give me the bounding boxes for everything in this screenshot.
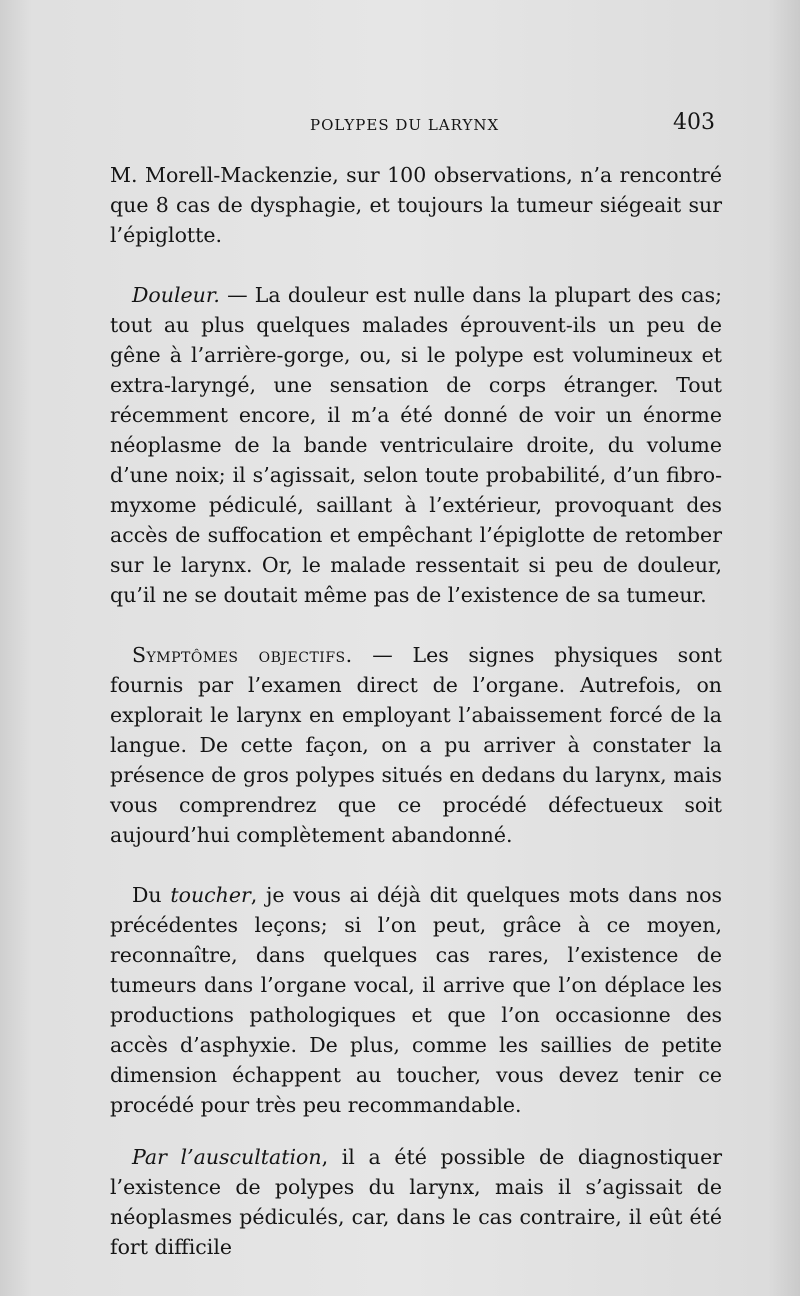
paragraph-prefix: Du	[132, 883, 171, 907]
emphasis-auscultation: Par l’auscultation	[132, 1145, 322, 1169]
paragraph-text: M. Morell-Mackenzie, sur 100 observations, n’a rencontré que 8 cas de dysphagie, et toujours la tumeur siégeait sur l’épiglotte.	[110, 163, 722, 247]
emphasis-toucher: toucher	[170, 883, 251, 907]
paragraph-auscultation	[110, 1142, 722, 1262]
paragraph-text: — Les signes physiques sont fournis par l’examen direct de l’organe. Autrefois, on explorait le larynx en employant l’abaissement forcé de la langue. De cette façon, on a pu arriver à constater la présence de gros polypes situés en dedans du larynx, mais vous comprendrez que ce procédé défectueux soit aujourd’hui complètement abandonné.	[110, 643, 722, 847]
running-head: POLYPES DU LARYNX	[310, 116, 500, 134]
paragraph-text: , je vous ai déjà dit quelques mots dans nos précédentes leçons; si l’on peut, grâce à ce moyen, reconnaître, dans quelques cas rares, l’existence de tumeurs dans l’organe vocal, il arrive que l’on déplace les productions pathologiques et que l’on occasionne des accès d’asphyxie. De plus, comme les saillies de petite dimension échappent au toucher, vous devez tenir ce procédé pour très peu recommandable.	[110, 883, 722, 1117]
paragraph-dysphagie	[110, 160, 722, 250]
section-lead-douleur: Douleur.	[132, 283, 220, 307]
page-header	[110, 110, 715, 140]
paragraph-text: — La douleur est nulle dans la plupart des cas; tout au plus quelques malades éprouvent-ils un peu de gêne à l’arrière-gorge, ou, si le polype est volumineux et extra-laryngé, une sensation de corps étranger. Tout récemment encore, il m’a été donné de voir un énorme néoplasme de la bande ventriculaire droite, du volume d’une noix; il s’agissait, selon toute probabilité, d’un fibro-myxome pédiculé, saillant à l’extérieur, provoquant des accès de suffocation et empêchant l’épiglotte de retomber sur le larynx. Or, le malade ressentait si peu de douleur, qu’il ne se doutait même pas de l’existence de sa tumeur.	[110, 283, 722, 607]
paragraph-douleur	[110, 280, 722, 610]
page-number: 403	[673, 110, 715, 135]
paragraph-toucher	[110, 880, 722, 1120]
section-lead-symptomes: Symptômes objectifs.	[132, 643, 353, 667]
paragraph-text: , il a été possible de diagnostiquer l’existence de polypes du larynx, mais il s’agissait de néoplasmes pédiculés, car, dans le cas contraire, il eût été fort difficile	[110, 1145, 722, 1259]
paragraph-symptomes-objectifs	[110, 640, 722, 850]
body-text	[110, 160, 722, 1262]
